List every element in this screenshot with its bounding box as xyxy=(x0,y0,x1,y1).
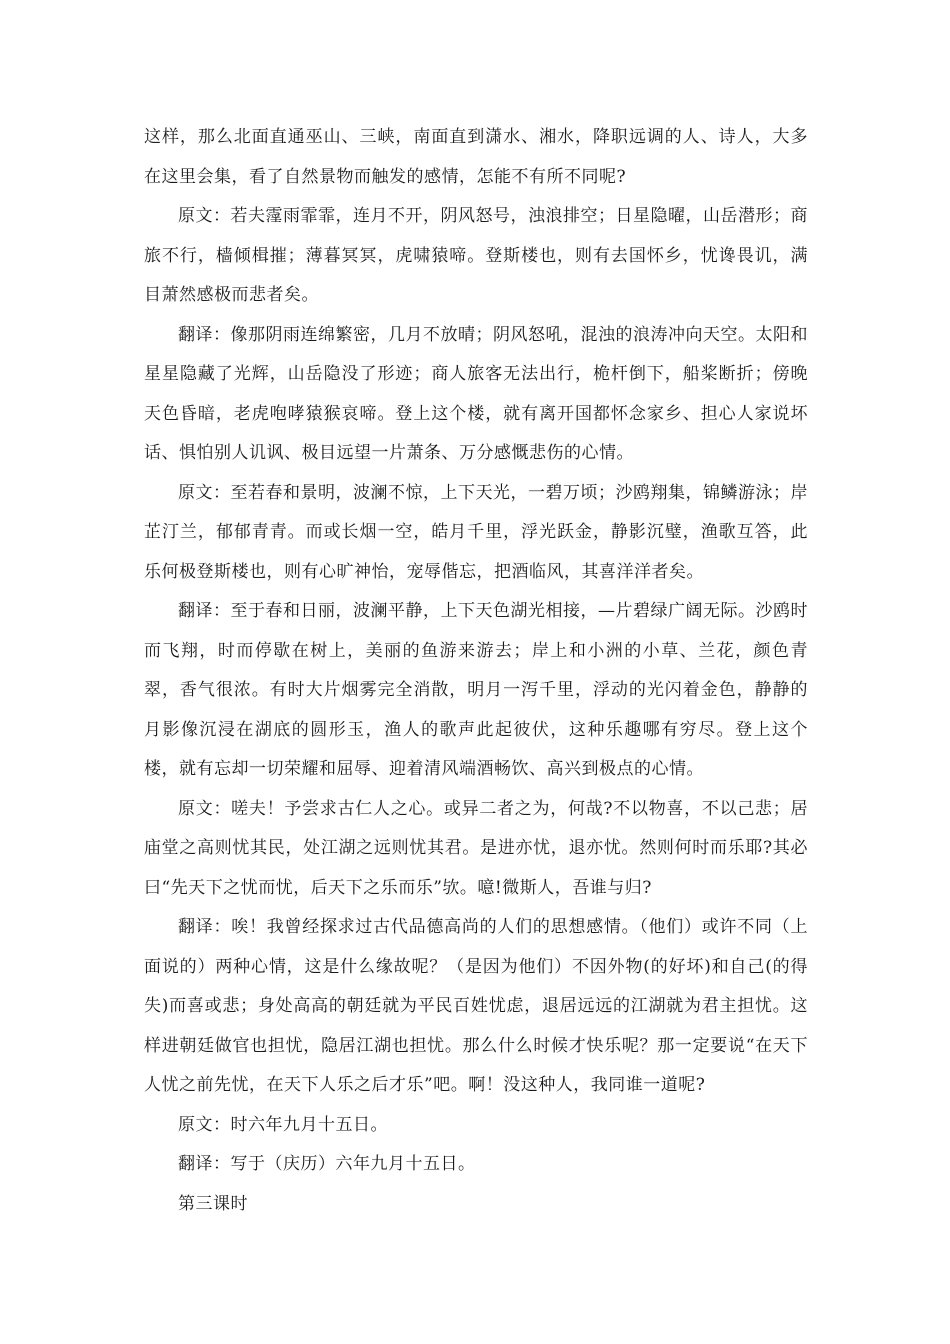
paragraph-continuation: 这样，那么北面直通巫山、三峡，南面直到潇水、湘水，降职远调的人、诗人，大多在这里会集，看了自然景物而触发的感情，怎能不有所不同呢? xyxy=(144,127,808,187)
paragraph-original-text-spring: 原文：至若春和景明，波澜不惊，上下天光，一碧万顷；沙鸥翔集，锦鳞游泳；岸芷汀兰，郁郁青青。而或长烟一空，皓月千里，浮光跃金，静影沉璧，渔歌互答，此乐何极登斯楼也，则有心旷神怡，宠辱偕忘，把酒临风，其喜洋洋者矣。 xyxy=(144,482,808,582)
document-page xyxy=(144,118,808,1224)
paragraph-original-text-benevolent: 原文：嗟夫！予尝求古仁人之心。或异二者之为，何哉?不以物喜，不以己悲；居庙堂之高则忧其民，处江湖之远则忧其君。是进亦忧，退亦忧。然则何时而乐耶?其必曰“先天下之忧而忧，后天下之乐而乐”欤。噫!微斯人，吾谁与归? xyxy=(144,798,808,898)
section-heading-third-lesson: 第三课时 xyxy=(178,1193,248,1214)
paragraph-translation-date: 翻译：写于（庆历）六年九月十五日。 xyxy=(178,1154,476,1174)
paragraph-original-text-date: 原文：时六年九月十五日。 xyxy=(178,1114,388,1135)
paragraph-translation-spring: 翻译：至于春和日丽，波澜平静，上下天色湖光相接，—片碧绿广阔无际。沙鸥时而飞翔，时而停歇在树上，美丽的鱼游来游去；岸上和小洲的小草、兰花，颜色青翠，香气很浓。有时大片烟雾完全消散，明月一泻千里，浮动的光闪着金色，静静的月影像沉浸在湖底的圆形玉，渔人的歌声此起彼伏，这种乐趣哪有穷尽。登上这个楼，就有忘却一切荣耀和屈辱、迎着清风端酒畅饮、高兴到极点的心情。 xyxy=(144,601,808,779)
paragraph-original-text-rain: 原文：若夫霪雨霏霏，连月不开，阴风怒号，浊浪排空；日星隐曜，山岳潜形；商旅不行，樯倾楫摧；薄暮冥冥，虎啸猿啼。登斯楼也，则有去国怀乡，忧谗畏讥，满目萧然感极而悲者矣。 xyxy=(144,206,808,305)
paragraph-translation-benevolent: 翻译：唉！我曾经探求过古代品德高尚的人们的思想感情。（他们）或许不同（上面说的）两种心情，这是什么缘故呢？（是因为他们）不因外物(的好坏)和自己(的得失)而喜或悲；身处高高的朝廷就为平民百姓忧虑，退居远远的江湖就为君主担忧。这样进朝廷做官也担忧，隐居江湖也担忧。那么什么时候才快乐呢？那一定要说“在天下人忧之前先忧，在天下人乐之后才乐”吧。啊！没这种人，我同谁一道呢? xyxy=(144,917,808,1095)
paragraph-translation-rain: 翻译：像那阴雨连绵繁密，几月不放晴；阴风怒吼，混浊的浪涛冲向天空。太阳和星星隐藏了光辉，山岳隐没了形迹；商人旅客无法出行，桅杆倒下，船桨断折；傍晚天色昏暗，老虎咆哮猿猴哀啼。登上这个楼，就有离开国都怀念家乡、担心人家说坏话、惧怕别人讥讽、极目远望一片萧条、万分感慨悲伤的心情。 xyxy=(144,324,808,463)
